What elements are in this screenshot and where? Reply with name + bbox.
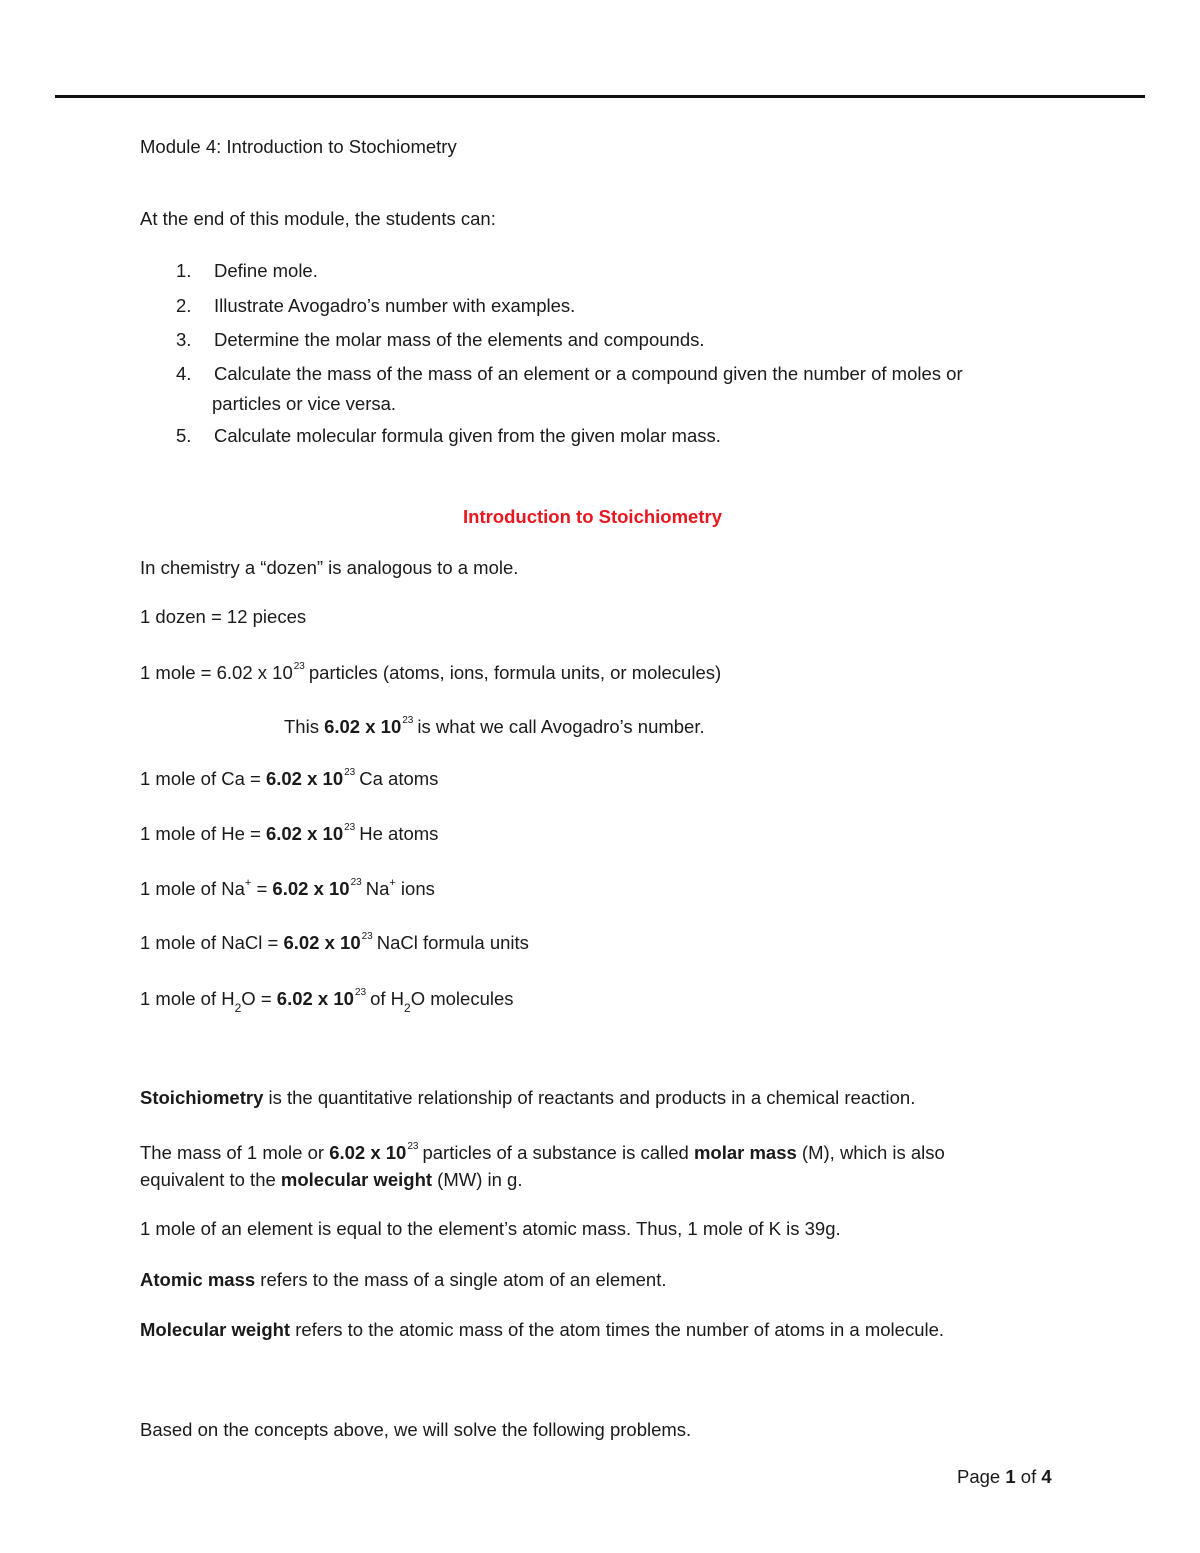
objective-number: 2.	[176, 295, 192, 316]
objective-item	[140, 362, 963, 386]
dozen-definition: 1 dozen = 12 pieces	[140, 606, 307, 627]
objective-text: Calculate molecular formula given from the given molar mass.	[214, 425, 721, 446]
example-calcium: 1 mole of Ca = 6.02 x $10^{23}$ Ca atoms	[140, 767, 439, 790]
exponent: 23	[293, 661, 305, 672]
exponent: 23	[361, 931, 373, 942]
example-sodium-chloride: 1 mole of NaCl = 6.02 x $10^{23}$ NaCl formula units	[140, 931, 529, 954]
avogadro-number-line: This 6.02 x $10^{23}$ is what we call Avogadro’s number.	[284, 715, 705, 738]
objective-item	[140, 259, 318, 283]
exponent: 23	[354, 987, 367, 998]
objective-number: 4.	[176, 363, 192, 384]
exponent: 23	[344, 822, 356, 833]
module-title: Module 4: Introduction to Stochiometry	[140, 136, 457, 157]
example-water: 1 mole of $H_2O = 6.02$ x $10^{23}$ of $H_2O$ molecules	[140, 987, 514, 1015]
molecular-weight-definition: Molecular weight refers to the atomic mass of the atom times the number of atoms in a molecule.	[140, 1319, 945, 1340]
objective-text: Define mole.	[214, 260, 318, 281]
objective-text: Determine the molar mass of the elements and compounds.	[214, 329, 705, 350]
element-mole-statement: 1 mole of an element is equal to the element’s atomic mass. Thus, 1 mole of K is 39g.	[140, 1218, 841, 1239]
exponent: 23	[344, 767, 356, 778]
objective-text: Calculate the mass of the mass of an element or a compound given the number of moles or	[214, 363, 963, 384]
atomic-mass-definition: Atomic mass refers to the mass of a single atom of an element.	[140, 1269, 667, 1290]
objective-text: Illustrate Avogadro’s number with examples.	[214, 295, 576, 316]
objective-item	[140, 424, 721, 448]
section-title: Introduction to Stoichiometry	[463, 506, 722, 527]
objective-item	[140, 328, 705, 352]
example-sodium-ion: 1 mole of Na+ = 6.02 x $10^{23}$ Na+ ions	[140, 877, 435, 900]
objective-number: 3.	[176, 329, 192, 350]
header-rule	[55, 95, 1145, 98]
exponent: 23	[402, 715, 414, 726]
stoichiometry-definition: Stoichiometry is the quantitative relationship of reactants and products in a chemical reaction.	[140, 1087, 916, 1108]
objective-text-continued: particles or vice versa.	[212, 393, 397, 414]
exponent: 23	[350, 877, 362, 888]
closing-statement: Based on the concepts above, we will solve the following problems.	[140, 1419, 692, 1440]
objective-number: 1.	[176, 260, 192, 281]
objectives-intro: At the end of this module, the students can:	[140, 208, 496, 229]
molar-mass-definition: The mass of 1 mole or 6.02 x $10^{23}$ particles of a substance is called molar mass (M), which is also	[140, 1141, 945, 1164]
page-number-footer: Page 1 of 4	[957, 1466, 1052, 1487]
example-helium: 1 mole of He = 6.02 x $10^{23}$ He atoms	[140, 822, 439, 845]
exponent: 23	[407, 1141, 419, 1152]
dozen-analogy: In chemistry a “dozen” is analogous to a mole.	[140, 557, 519, 578]
objective-number: 5.	[176, 425, 192, 446]
objective-item	[140, 294, 575, 318]
mole-definition: 1 mole = 6.02 x $10^{23}$ particles (atoms, ions, formula units, or molecules)	[140, 661, 722, 684]
molar-mass-definition-continued: equivalent to the molecular weight (MW) in g.	[140, 1169, 523, 1190]
